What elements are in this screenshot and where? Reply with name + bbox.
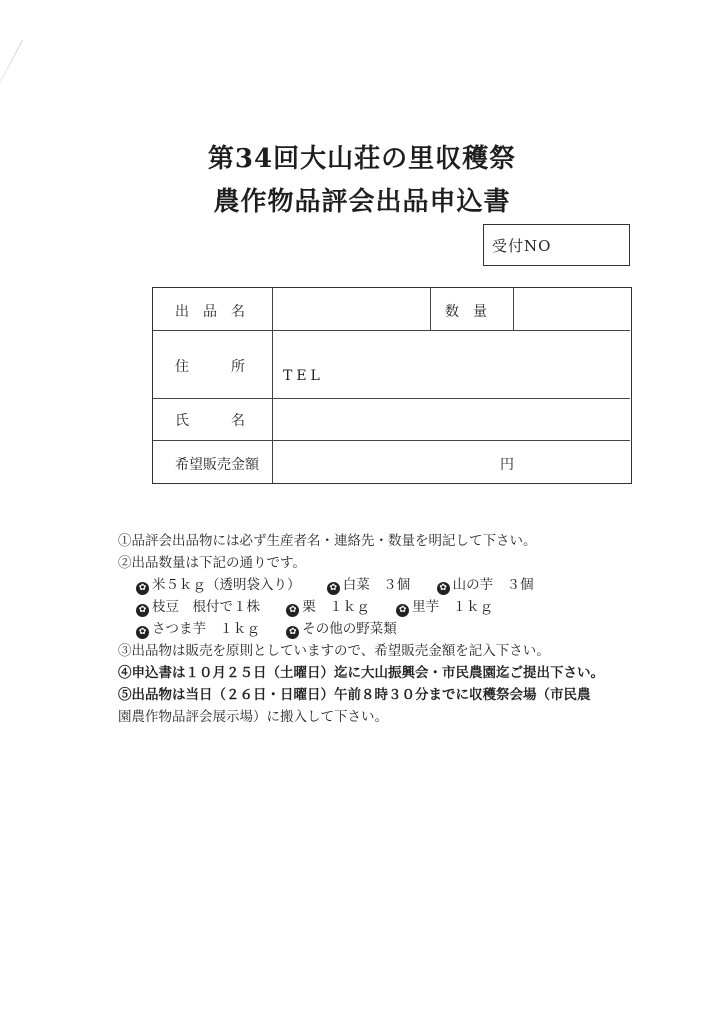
list-item: [437, 574, 534, 596]
note-5-continued: 園農作物品評会展示場）に搬入して下さい。: [118, 709, 388, 725]
item-text: 栗 １ｋｇ: [302, 599, 370, 615]
row-divider: [153, 398, 630, 399]
column-divider: [430, 288, 431, 330]
desired-price-label: 希望販売金額: [175, 457, 259, 473]
scan-artifact: [0, 40, 23, 111]
list-item: [396, 596, 493, 618]
item-text: 白菜 ３個: [342, 577, 411, 593]
star-circle-icon: ✿: [136, 582, 149, 595]
column-divider: [513, 288, 514, 330]
note-1: ①品評会出品物には必ず生産者名・連絡先・数量を明記して下さい。: [118, 533, 537, 549]
note-5: ⑤出品物は当日（２６日・日曜日）午前８時３０分までに収穫祭会場（市民農: [118, 687, 591, 703]
name-field[interactable]: [274, 400, 628, 438]
row-divider: [153, 440, 630, 441]
address-label: 住 所: [175, 359, 245, 375]
star-circle-icon: ✿: [136, 626, 149, 639]
quantity-label: 数 量: [445, 304, 487, 320]
document-title-line1: 第34回大山荘の里収穫祭: [207, 144, 517, 174]
instructions: [118, 530, 658, 728]
note-4: ④申込書は１０月２５日（土曜日）迄に大山振興会・市民農園迄ご提出下さい。: [118, 665, 604, 681]
list-item: [286, 596, 370, 618]
star-circle-icon: ✿: [286, 626, 299, 639]
star-circle-icon: ✿: [327, 582, 340, 595]
note-2: ②出品数量は下記の通りです。: [118, 555, 306, 571]
list-item: [136, 596, 260, 618]
document-title-line2: 農作物品評会出品申込書: [213, 187, 511, 217]
note-3: ③出品物は販売を原則としていますので、希望販売金額を記入下さい。: [118, 643, 550, 659]
item-text: さつま芋 １ｋｇ: [152, 621, 260, 637]
quantity-items-row-2: [118, 596, 658, 618]
quantity-items-row-3: [118, 618, 658, 640]
item-text: 枝豆 根付で１株: [152, 599, 260, 615]
list-item: [327, 574, 411, 596]
desired-price-field[interactable]: [274, 442, 628, 482]
name-label: 氏 名: [175, 413, 245, 429]
list-item: [136, 574, 301, 596]
quantity-field[interactable]: [515, 290, 628, 329]
list-item: [286, 618, 397, 640]
item-text: 里芋 １ｋｇ: [412, 599, 494, 615]
column-divider: [272, 288, 273, 483]
row-divider: [153, 330, 630, 331]
quantity-items-row-1: [118, 574, 658, 596]
item-text: 山の芋 ３個: [452, 577, 534, 593]
star-circle-icon: ✿: [396, 604, 409, 617]
star-circle-icon: ✿: [437, 582, 450, 595]
application-form-table: [152, 287, 632, 484]
tel-label: TEL: [283, 368, 324, 384]
item-text: 米５ｋｇ（透明袋入り）: [152, 577, 301, 593]
address-field[interactable]: [274, 332, 628, 396]
star-circle-icon: ✿: [136, 604, 149, 617]
star-circle-icon: ✿: [286, 604, 299, 617]
item-name-label: 出 品 名: [175, 304, 245, 320]
yen-unit-label: 円: [500, 457, 514, 473]
item-name-field[interactable]: [274, 290, 428, 329]
item-text: その他の野菜類: [302, 621, 397, 637]
receipt-number-box: [483, 224, 630, 266]
list-item: [136, 618, 260, 640]
receipt-number-label: 受付NO: [492, 237, 552, 255]
